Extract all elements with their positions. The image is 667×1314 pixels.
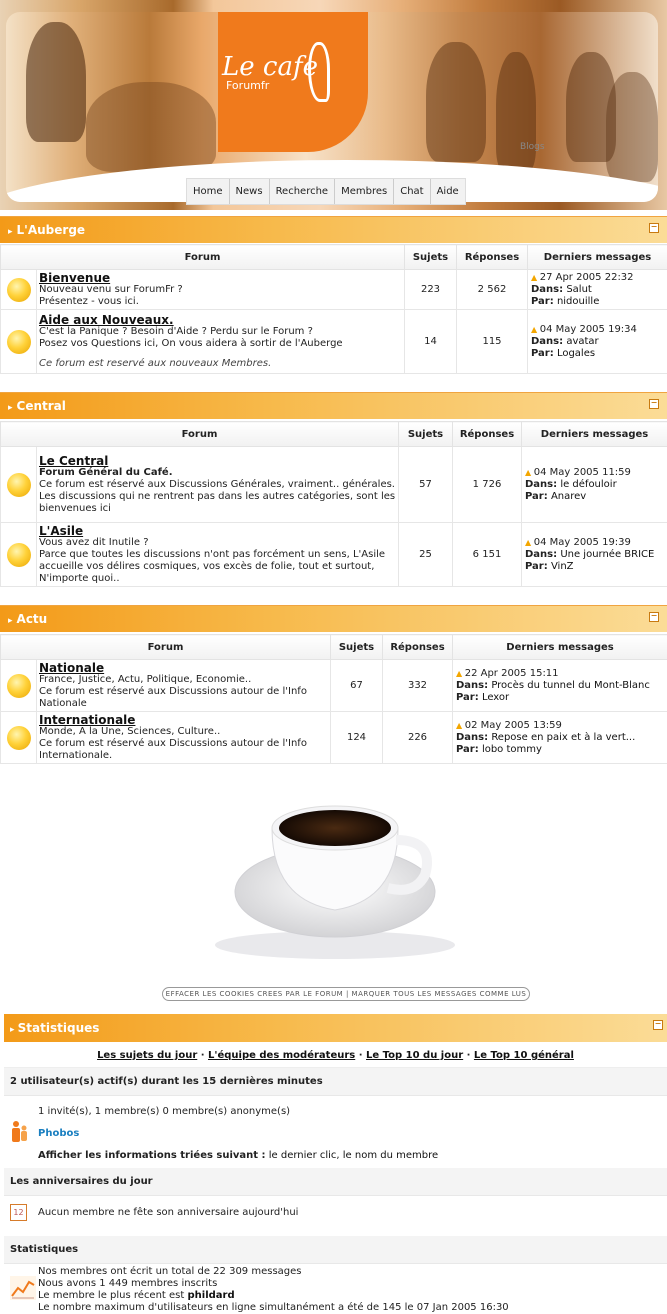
forum-desc: Ce forum est réservé aux Discussions autour de l'Info Internationale. (39, 738, 330, 762)
forum-desc: Parce que toutes les discussions n'ont pas forcément un sens, L'Asile accueille vos délires cosmiques, vos excès de folie, tout et surtout, N'importe quoi.. (39, 549, 398, 585)
forum-desc: France, Justice, Actu, Politique, Economie.. (39, 674, 330, 686)
last-post-author[interactable]: lobo tommy (482, 744, 542, 755)
col-forum: Forum (1, 422, 399, 447)
col-forum: Forum (1, 245, 405, 270)
birthday-title: Les anniversaires du jour (4, 1168, 667, 1196)
last-post-icon[interactable]: ▲ (531, 325, 540, 334)
category-header-auberge (0, 216, 667, 243)
last-post-icon[interactable]: ▲ (525, 468, 534, 477)
site-logo-sub: Forumfr (226, 79, 269, 92)
active-users-title: 2 utilisateur(s) actif(s) durant les 15 dernières minutes (4, 1068, 667, 1096)
arrow-icon: ▸ (8, 227, 13, 237)
forum-row (1, 523, 667, 587)
birthday-text: Aucun membre ne fête son anniversaire aujourd'hui (38, 1207, 667, 1219)
last-post-date: 04 May 2005 11:59 (534, 467, 631, 478)
col-reponses: Réponses (457, 245, 528, 270)
reponses-count: 2 562 (457, 270, 528, 310)
category-title[interactable]: L'Auberge (17, 223, 86, 237)
cookies-links-button[interactable]: EFFACER LES COOKIES CREES PAR LE FORUM | MARQUER TOUS LES MESSAGES COMME LUS (162, 987, 530, 1001)
par-label: Par: (531, 296, 554, 307)
arrow-icon: ▸ (8, 403, 13, 413)
stats-chart-icon (10, 1276, 36, 1300)
forum-table-auberge (0, 244, 667, 374)
reponses-count: 6 151 (453, 523, 522, 587)
collapse-icon[interactable]: − (649, 399, 659, 409)
col-sujets: Sujets (331, 635, 383, 660)
forum-row (1, 712, 667, 764)
blogs-watermark: Blogs (520, 142, 545, 152)
users-icon (10, 1120, 30, 1144)
dans-label: Dans: (531, 336, 563, 347)
col-reponses: Réponses (383, 635, 453, 660)
forum-row (1, 270, 667, 310)
forum-desc: Vous avez dit Inutile ? (39, 537, 398, 549)
stats-links: Les sujets du jour · L'équipe des modérateurs · Le Top 10 du jour · Le Top 10 général (4, 1042, 667, 1068)
forum-status-icon (7, 330, 31, 354)
dans-label: Dans: (525, 479, 557, 490)
forum-desc: Les discussions qui ne rentrent pas dans les autres catégories, sont les bienvenues ici (39, 491, 398, 515)
nav-news[interactable]: News (230, 179, 270, 204)
active-users-block: 1 invité(s), 1 membre(s) 0 membre(s) anonyme(s) Phobos Afficher les informations triées suivant : le dernier clic, le nom du membre (4, 1096, 667, 1160)
last-post-topic[interactable]: Repose en paix et à la vert... (491, 732, 635, 743)
last-post-icon[interactable]: ▲ (456, 669, 465, 678)
stats-header (4, 1014, 667, 1042)
last-post-author[interactable]: Logales (557, 348, 595, 359)
arrow-icon: ▸ (8, 616, 13, 626)
par-label: Par: (525, 561, 548, 572)
nav-membres[interactable]: Membres (335, 179, 394, 204)
last-post (522, 523, 667, 587)
forum-row (1, 447, 667, 523)
stat-newest-label: Le membre le plus récent est (38, 1290, 188, 1301)
reponses-count: 226 (383, 712, 453, 764)
last-post-date: 02 May 2005 13:59 (465, 720, 562, 731)
link-top10-general[interactable]: Le Top 10 général (474, 1050, 574, 1061)
forum-desc: Forum Général du Café. (39, 467, 398, 479)
dans-label: Dans: (456, 732, 488, 743)
nav-chat[interactable]: Chat (394, 179, 430, 204)
active-member-link[interactable]: Phobos (38, 1128, 79, 1139)
last-post-topic[interactable]: le défouloir (560, 479, 616, 490)
par-label: Par: (525, 491, 548, 502)
col-reponses: Réponses (453, 422, 522, 447)
forum-note: Ce forum est reservé aux nouveaux Membres. (39, 358, 404, 370)
collapse-icon[interactable]: − (653, 1020, 663, 1030)
last-post-author[interactable]: VinZ (551, 561, 574, 572)
forum-link[interactable]: L'Asile (39, 525, 398, 537)
collapse-icon[interactable]: − (649, 612, 659, 622)
nav-home[interactable]: Home (187, 179, 230, 204)
col-sujets: Sujets (399, 422, 453, 447)
sort-member-name-link[interactable]: le nom du membre (343, 1150, 438, 1161)
newest-member-link[interactable]: phildard (188, 1290, 235, 1301)
forum-status-icon (7, 278, 31, 302)
sujets-count: 25 (399, 523, 453, 587)
sort-label: Afficher les informations triées suivant : (38, 1150, 266, 1161)
last-post-author[interactable]: Anarev (551, 491, 586, 502)
link-top10-jour[interactable]: Le Top 10 du jour (366, 1050, 463, 1061)
active-users-count: 1 invité(s), 1 membre(s) 0 membre(s) anonyme(s) (38, 1106, 667, 1118)
forum-table-actu (0, 634, 667, 764)
forum-status-icon (7, 473, 31, 497)
forum-desc: Ce forum est réservé aux Discussions autour de l'Info Nationale (39, 686, 330, 710)
last-post-date: 22 Apr 2005 15:11 (465, 668, 559, 679)
forum-desc: Nouveau venu sur ForumFr ? (39, 284, 404, 296)
nav-aide[interactable]: Aide (431, 179, 465, 204)
banner-photo (6, 12, 658, 202)
stat-max-online: Le nombre maximum d'utilisateurs en ligne simultanément a été de 145 le 07 Jan 2005 16:30 (38, 1302, 667, 1314)
statistics-block (4, 1264, 667, 1314)
forum-desc: C'est la Panique ? Besoin d'Aide ? Perdu sur le Forum ? (39, 326, 404, 338)
collapse-icon[interactable]: − (649, 223, 659, 233)
birthday-block (4, 1196, 667, 1230)
last-post-topic[interactable]: Salut (566, 284, 592, 295)
statistics-title: Statistiques (4, 1236, 667, 1264)
forum-link[interactable]: Le Central (39, 455, 398, 467)
dans-label: Dans: (525, 549, 557, 560)
category-title[interactable]: Central (17, 399, 66, 413)
sujets-count: 223 (405, 270, 457, 310)
forum-desc: Ce forum est réservé aux Discussions Générales, vraiment.. générales. (39, 479, 398, 491)
sujets-count: 14 (405, 310, 457, 374)
col-derniers: Derniers messages (522, 422, 667, 447)
col-forum: Forum (1, 635, 331, 660)
last-post (528, 310, 667, 374)
dans-label: Dans: (456, 680, 488, 691)
stats-panel (4, 1014, 667, 1314)
last-post-topic[interactable]: Procès du tunnel du Mont-Blanc (491, 680, 650, 691)
site-logo[interactable]: Le cafe (222, 52, 318, 82)
last-post (453, 712, 667, 764)
forum-link[interactable]: Nationale (39, 662, 330, 674)
last-post-date: 04 May 2005 19:34 (540, 324, 637, 335)
forum-row (1, 660, 667, 712)
forum-link[interactable]: Aide aux Nouveaux. (39, 314, 404, 326)
nav-recherche[interactable]: Recherche (270, 179, 336, 204)
last-post-icon[interactable]: ▲ (531, 273, 540, 282)
last-post-date: 04 May 2005 19:39 (534, 537, 631, 548)
reponses-count: 1 726 (453, 447, 522, 523)
last-post-author[interactable]: Lexor (482, 692, 509, 703)
forum-status-icon (7, 674, 31, 698)
forum-desc: Posez vos Questions ici, On vous aidera à sortir de l'Auberge (39, 338, 404, 350)
last-post (453, 660, 667, 712)
col-derniers: Derniers messages (528, 245, 667, 270)
col-sujets: Sujets (405, 245, 457, 270)
last-post (522, 447, 667, 523)
header-banner (0, 0, 667, 210)
forum-table-central (0, 421, 667, 587)
forum-desc: Monde, A la Une, Sciences, Culture.. (39, 726, 330, 738)
last-post-author[interactable]: nidouille (557, 296, 599, 307)
last-post-icon[interactable]: ▲ (456, 721, 465, 730)
sort-last-click-link[interactable]: le dernier clic (269, 1150, 337, 1161)
stat-total-messages: Nos membres ont écrit un total de 22 309 messages (38, 1266, 667, 1278)
sujets-count: 67 (331, 660, 383, 712)
main-nav (186, 178, 466, 205)
forum-desc: Présentez - vous ici. (39, 296, 404, 308)
par-label: Par: (456, 692, 479, 703)
dans-label: Dans: (531, 284, 563, 295)
forum-link[interactable]: Internationale (39, 714, 330, 726)
category-header-actu (0, 605, 667, 632)
forum-link[interactable]: Bienvenue (39, 272, 404, 284)
last-post-icon[interactable]: ▲ (525, 538, 534, 547)
calendar-icon: 12 (10, 1204, 27, 1221)
category-header-central (0, 392, 667, 419)
link-equipe-moderateurs[interactable]: L'équipe des modérateurs (208, 1050, 355, 1061)
sujets-count: 57 (399, 447, 453, 523)
forum-status-icon (7, 726, 31, 750)
link-sujets-du-jour[interactable]: Les sujets du jour (97, 1050, 197, 1061)
coffee-cup-image (200, 770, 470, 970)
reponses-count: 332 (383, 660, 453, 712)
last-post (528, 270, 667, 310)
par-label: Par: (456, 744, 479, 755)
forum-status-icon (7, 543, 31, 567)
last-post-date: 27 Apr 2005 22:32 (540, 272, 634, 283)
logo-swirl-icon (308, 42, 330, 102)
forum-row (1, 310, 667, 374)
last-post-topic[interactable]: Une journée BRICE (560, 549, 654, 560)
arrow-icon: ▸ (10, 1025, 18, 1035)
sujets-count: 124 (331, 712, 383, 764)
last-post-topic[interactable]: avatar (566, 336, 598, 347)
par-label: Par: (531, 348, 554, 359)
category-title[interactable]: Actu (17, 612, 48, 626)
stats-title: Statistiques (18, 1021, 100, 1035)
reponses-count: 115 (457, 310, 528, 374)
stat-members-count: Nous avons 1 449 membres inscrits (38, 1278, 667, 1290)
col-derniers: Derniers messages (453, 635, 667, 660)
